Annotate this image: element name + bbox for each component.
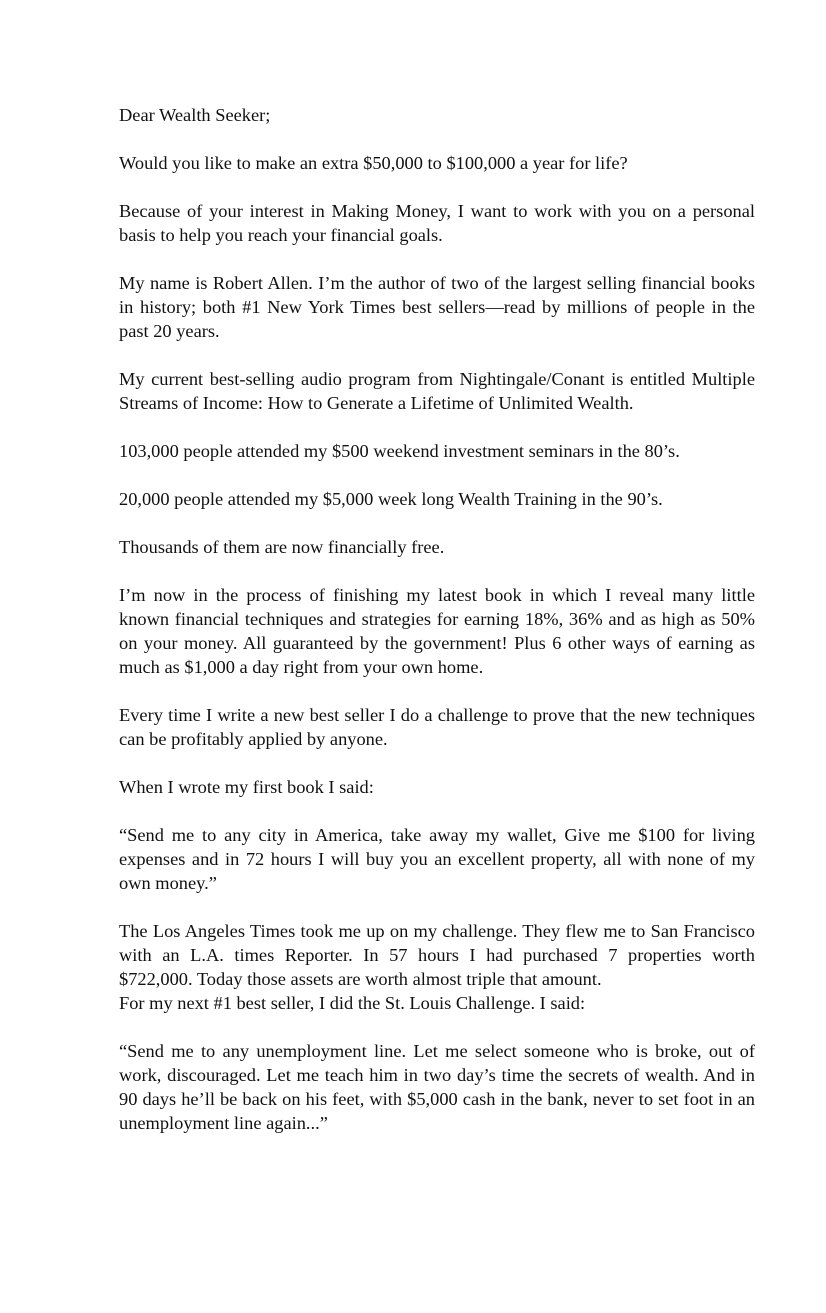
paragraph-latest-book: I’m now in the process of finishing my latest book in which I reveal many little known financial techniques and strategies for earning 18%, 36% and as high as 50% on your money. All guaranteed by the government! Plus 6 other ways of earning as much as $1,000 a day right from your own home. — [119, 585, 755, 677]
paragraph-author-intro: My name is Robert Allen. I’m the author of two of the largest selling financial books in history; both #1 New York Times best sellers—read by millions of people in the past 20 years. — [119, 273, 755, 341]
paragraph-interest: Because of your interest in Making Money, I want to work with you on a personal basis to help you reach your financial goals. — [119, 201, 755, 245]
paragraph-seminars-80s: 103,000 people attended my $500 weekend investment seminars in the 80’s. — [119, 441, 680, 461]
paragraph-financially-free: Thousands of them are now financially free. — [119, 537, 445, 557]
paragraph-la-times: The Los Angeles Times took me up on my challenge. They flew me to San Francisco with an L.A. times Reporter. In 57 hours I had purchased 7 properties worth $722,000. Today those assets are worth almost triple that amount. — [119, 921, 755, 989]
salutation: Dear Wealth Seeker; — [119, 105, 271, 125]
paragraph-first-book: When I wrote my first book I said: — [119, 777, 374, 797]
paragraph-st-louis: For my next #1 best seller, I did the St. Louis Challenge. I said: — [119, 993, 586, 1013]
paragraph-challenge: Every time I write a new best seller I do a challenge to prove that the new techniques can be profitably applied by anyone. — [119, 705, 755, 749]
paragraph-training-90s: 20,000 people attended my $5,000 week long Wealth Training in the 90’s. — [119, 489, 663, 509]
paragraph-extra-income: Would you like to make an extra $50,000 to $100,000 a year for life? — [119, 153, 628, 173]
letter-body — [119, 103, 755, 1159]
quote-unemployment-challenge: “Send me to any unemployment line. Let me select someone who is broke, out of work, discouraged. Let me teach him in two day’s time the secrets of wealth. And in 90 days he’ll be back on his feet, with $5,000 cash in the bank, never to set foot in an unemployment line again...” — [119, 1041, 755, 1133]
quote-first-challenge: “Send me to any city in America, take away my wallet, Give me $100 for living expenses and in 72 hours I will buy you an excellent property, all with none of my own money.” — [119, 825, 755, 893]
paragraph-audio-program: My current best-selling audio program from Nightingale/Conant is entitled Multiple Streams of Income: How to Generate a Lifetime of Unlimited Wealth. — [119, 369, 755, 413]
